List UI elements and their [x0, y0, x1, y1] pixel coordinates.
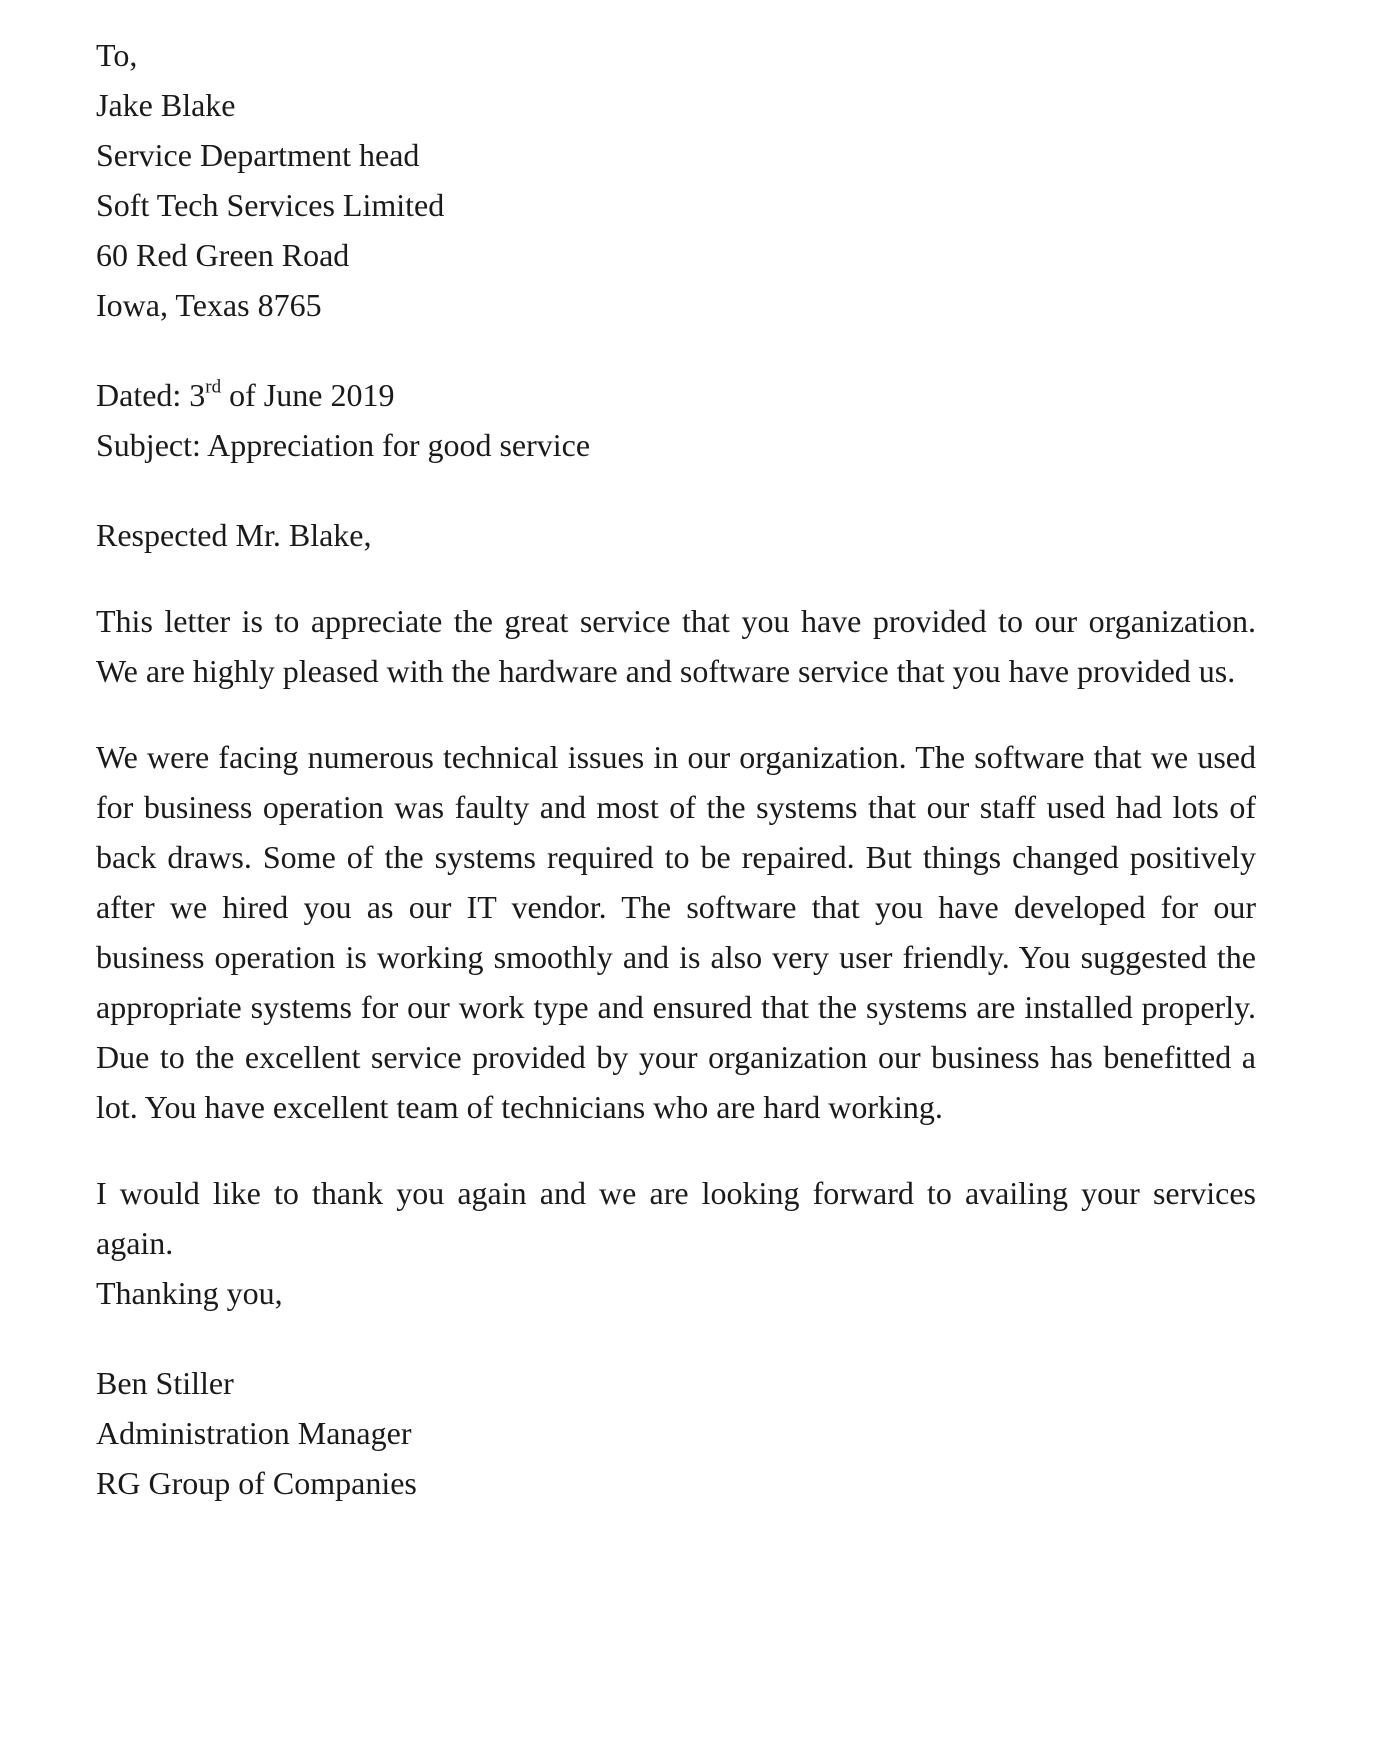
date-line [96, 370, 1256, 420]
letter-meta [96, 370, 1256, 470]
recipient-company: Soft Tech Services Limited [96, 187, 445, 223]
body-paragraph-1: This letter is to appreciate the great service that you have provided to our organization. We are highly pleased with the hardware and software service that you have provided us. [96, 603, 1256, 689]
date-suffix: of June 2019 [221, 377, 395, 413]
date-ordinal: rd [205, 376, 222, 398]
sender-company: RG Group of Companies [96, 1465, 417, 1501]
body-paragraph-2: We were facing numerous technical issues in our organization. The software that we used for business operation was faulty and most of the systems that our staff used had lots of back draws. Some of the systems required to be repaired. But things changed positively after we hired you as our IT vendor. The software that you have developed for our business operation is working smoothly and is also very user friendly. You suggested the appropriate systems for our work type and ensured that the systems are installed properly. Due to the excellent service provided by your organization our business has benefitted a lot. You have excellent team of technicians who are hard working. [96, 739, 1256, 1125]
date-prefix: Dated: 3 [96, 377, 206, 413]
recipient-name: Jake Blake [96, 87, 236, 123]
recipient-title: Service Department head [96, 137, 420, 173]
greeting: Respected Mr. Blake, [96, 517, 372, 553]
letter [96, 30, 1256, 1508]
sender-name: Ben Stiller [96, 1365, 234, 1401]
sender-signature [96, 1358, 1256, 1508]
subject-line: Subject: Appreciation for good service [96, 427, 591, 463]
recipient-city: Iowa, Texas 8765 [96, 287, 322, 323]
sender-title: Administration Manager [96, 1415, 412, 1451]
body-paragraph-3: I would like to thank you again and we are looking forward to availing your services again. [96, 1175, 1256, 1261]
recipient-address [96, 30, 1256, 330]
to-label: To, [96, 37, 138, 73]
closing: Thanking you, [96, 1275, 283, 1311]
recipient-street: 60 Red Green Road [96, 237, 350, 273]
